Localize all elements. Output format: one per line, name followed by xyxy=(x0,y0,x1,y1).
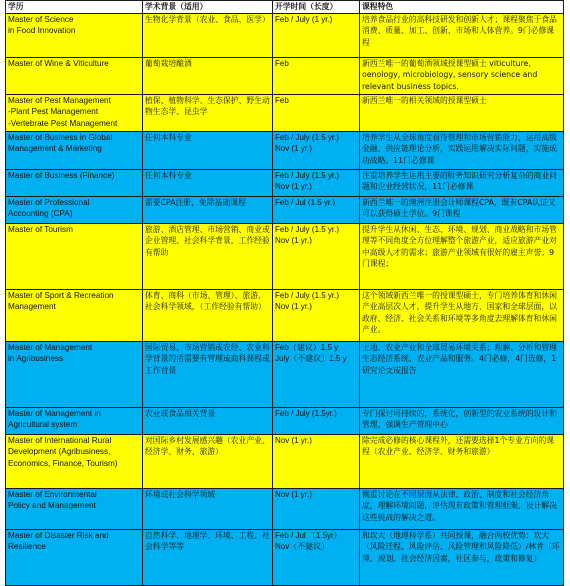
header-features: 课程特色 xyxy=(360,1,564,14)
background-cell: 任何本科专业 xyxy=(143,131,273,169)
header-background: 学术背景（适用） xyxy=(143,1,273,14)
start-cell: Feb / July (1 yr.) xyxy=(273,13,360,57)
table-row xyxy=(6,94,564,131)
background-cell: 任何本科专业 xyxy=(143,169,273,196)
degree-cell: Master of Sport & Recreation Management xyxy=(6,289,143,341)
table-row xyxy=(6,341,564,407)
table-row xyxy=(6,13,564,57)
programs-table xyxy=(5,0,564,586)
header-degree: 学历 xyxy=(6,1,143,14)
background-cell: 环境或社会科学领域 xyxy=(143,488,273,529)
degree-cell: Master of Management in Agribusiness xyxy=(6,341,143,407)
background-cell: 葡萄栽培酿酒 xyxy=(143,57,273,94)
features-cell: 这个领域新西兰唯一的授课型硕士，专门培养体育和休闲产业高层次人才，提升学生从地方、国家和全球层面，以政府、经济、社会关系和环境等多角度去理解体育和休闲产业。 xyxy=(360,289,564,341)
background-cell: 需要CPA注册，免除基础课程 xyxy=(143,196,273,223)
degree-cell: Master of Business in Global Management & Marketing xyxy=(6,131,143,169)
degree-cell: Master of Pest Management -Plant Pest Management -Vertebrate Pest Management xyxy=(6,94,143,131)
start-cell: Feb / July (1.5 yr.) Nov (1 yr.) xyxy=(273,289,360,341)
background-cell: 国际贸易、市场营销或农经、农业科学背景的活需要有管理或商科课程或工作背景 xyxy=(143,341,273,407)
features-cell: 和坎大（地理科学系）共同授课，融合两校优势：坎大（风险迁程、风险评估、风险管理和风险降低）/林肯（环境、规划、社会经济因素，社区参与，政策和修复） xyxy=(360,529,564,585)
table-row xyxy=(6,196,564,223)
degree-cell: Master of International Rural Development (Agribusiness, Economics, Finance, Tourism) xyxy=(6,434,143,488)
header-row xyxy=(6,1,564,14)
table-row xyxy=(6,131,564,169)
start-cell: Nov (1 yr.) xyxy=(273,434,360,488)
start-cell: Feb xyxy=(273,94,360,131)
degree-cell: Master of Disaster Risk and Resilience xyxy=(6,529,143,585)
start-cell: Feb（建议）1.5 y July（不建议）1.5 y xyxy=(273,341,360,407)
table-row xyxy=(6,169,564,196)
background-cell: 自然科学、地理学、环境、工程、社会科学等等 xyxy=(143,529,273,585)
features-cell: 培养学生从全球角度看待管理和市场营销能力，运用高级金融、供应链理论分析，实践运用解决实际问题，实施成功战略。11门必修课 xyxy=(360,131,564,169)
features-cell: 土地、农业产业和全球贸易环境关系；理解、分析和管理生态经济系统、农业产品和服务。4门必修，4门选修，1研究论文或报告 xyxy=(360,341,564,407)
degree-cell: Master of Environmental Policy and Management xyxy=(6,488,143,529)
table-row xyxy=(6,57,564,94)
features-cell: 专门探讨可持续的，系统化，创新型的农业系统的设计和管理，强调生产管理中心 xyxy=(360,407,564,434)
degree-cell: Master of Business (Finance) xyxy=(6,169,143,196)
features-cell: 培养食品行业的高科技研发和创新人才；课程聚焦于食品消费、质量、加工、创新、市场和人体营养。9门必修课程 xyxy=(360,13,564,57)
degree-cell: Master of Wine & Viticulture xyxy=(6,57,143,94)
features-cell: 新西兰唯一的澳洲注册会计师课程CPA，既有CPA认证又可以获得硕士学位。9门课程 xyxy=(360,196,564,223)
features-cell: 提升学生从休闲、生态、环境、规划、商业战略和市场管理等不同角度全方位理解整个旅游产业，适应旅游产业对中高级人才的需求；旅游产业领域有很好的雇主声誉；9门课程； xyxy=(360,223,564,289)
start-cell: Feb / Jul （1.5yr） Nov（不建议） xyxy=(273,529,360,585)
table-row xyxy=(6,488,564,529)
table-row xyxy=(6,529,564,585)
start-cell: Nov (1 yr.) xyxy=(273,488,360,529)
background-cell: 生物化学背景（农业、食品、医学） xyxy=(143,13,273,57)
degree-cell: Master of Science in Food Innovation xyxy=(6,13,143,57)
degree-cell: Master of Tourism xyxy=(6,223,143,289)
table-row xyxy=(6,434,564,488)
table-row xyxy=(6,407,564,434)
background-cell: 农业或食品相关背景 xyxy=(143,407,273,434)
table-row xyxy=(6,223,564,289)
features-cell: 侧重讨论在不同层面从法律、政治、制度和社会经济角度，理解环境问题，评估现有政策和管理框架，设计解决这些挑战的解决之道。 xyxy=(360,488,564,529)
start-cell: Feb / July (1.5 yr.) Nov (1 yr.) xyxy=(273,223,360,289)
degree-cell: Master of Management in Agricultural system xyxy=(6,407,143,434)
degree-cell: Master of Professional Accounting (CPA) xyxy=(6,196,143,223)
start-cell: Feb / July (1.5 yr.) Nov (1 yr.) xyxy=(273,131,360,169)
start-cell: Feb xyxy=(273,57,360,94)
start-cell: Feb / July (1.5yr.) xyxy=(273,407,360,434)
header-start: 开学时间（长度） xyxy=(273,1,360,14)
background-cell: 旅游、酒店管理、市场营销、商业或企业管理、社会科学背景，工作经验有帮助 xyxy=(143,223,273,289)
features-cell: 新西兰唯一的相关领域的授课型硕士 xyxy=(360,94,564,131)
background-cell: 对国际乡村发展感兴趣（农业产业、经济学、财务、旅游） xyxy=(143,434,273,488)
start-cell: Feb / July (1.5 yr.) Nov (1 yr.) xyxy=(273,169,360,196)
background-cell: 体育、商科（市场、管理）、旅游、社会科学领域，（工作经验有帮助） xyxy=(143,289,273,341)
table-row xyxy=(6,289,564,341)
features-cell: 新西兰唯一的葡萄酒领域授课型硕士 viticulture, oenology, microbiology, sensory science and relevant business topics. xyxy=(360,57,564,94)
start-cell: Feb / Jul (1.5 yr.) xyxy=(273,196,360,223)
background-cell: 植保、植物科学、生态保护、野生动物生态学、昆虫学 xyxy=(143,94,273,131)
features-cell: 注重培养学生运用主要的财务知识研究分析复杂的商业问题和企业经营状况，11门必修课 xyxy=(360,169,564,196)
features-cell: 除完成必修的核心课程外，还需要选择1个专业方向的课程（农业产业、经济学、财务和旅游） xyxy=(360,434,564,488)
